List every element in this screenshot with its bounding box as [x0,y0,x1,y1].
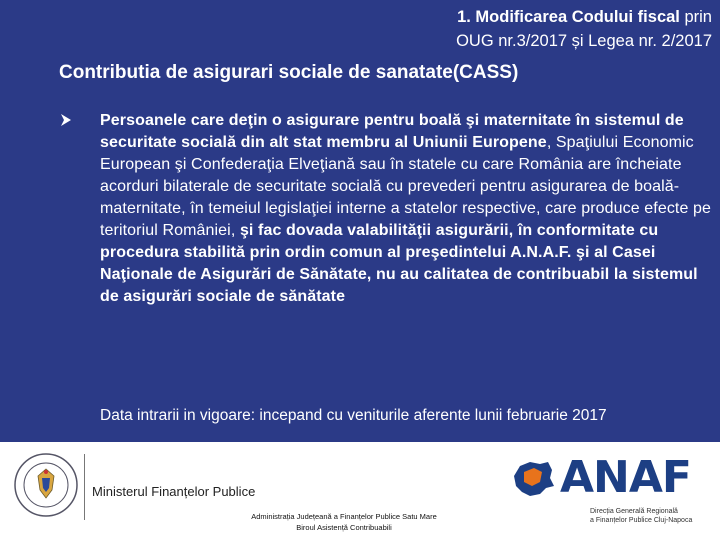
anaf-logo: ANAF [560,452,691,503]
effective-date-text: : incepand cu veniturile aferente lunii februarie 2017 [250,407,607,424]
agency-office: Biroul Asistență Contribuabili [296,523,392,532]
bullet-text-bold-2: şi fac dovada valabilităţii asigurării, în conformitate cu procedura stabilită prin ordin comun al preşedintelui A.N.A.F. şi al Casei Naţionale de Asigurări de Sănătate, nu au calitatea de contribuabil la sistemul de asigurări sociale de sănătate [100,222,698,305]
romania-map-icon [510,458,556,500]
footer [0,442,720,540]
effective-date-label: Data intrarii in vigoare [100,407,251,424]
ministry-name: Ministerul Finanțelor Publice [92,484,256,499]
agency-name: Administrația Județeană a Finanțelor Publice Satu Mare [251,512,437,521]
bullet-text [100,110,712,308]
anaf-subtitle-2: a Finanțelor Publice Cluj-Napoca [590,517,693,524]
header-title-bold: 1. Modificarea Codului fiscal [457,8,680,26]
romania-seal-icon [13,452,79,518]
header-title [457,8,712,27]
bullet-text-bold-1: Persoanele care deţin o asigurare pentru boală şi maternitate în sistemul de securitate socială din alt stat membru al Uniunii Europene [100,112,684,151]
slide-title: Contributia de asigurari sociale de sanatate(CASS) [59,62,519,83]
bullet-text-regular: , Spaţiului Economic European şi Confederaţia Elveţiană sau în statele cu care România are încheiate acorduri bilaterale de securitate socială cu prevederi pentru asigurarea de boală-maternitate, în temeiul legislaţiei interne a statelor respective, care produce efecte pe teritoriul României, [100,134,712,239]
arrow-bullet-icon [59,113,73,132]
anaf-subtitle-1: Direcția Generală Regională [590,508,678,515]
header-title-rest: prin [679,8,712,26]
effective-date [100,407,607,425]
header-subtitle: OUG nr.3/2017 și Legea nr. 2/2017 [456,32,712,50]
footer-divider [84,454,85,520]
